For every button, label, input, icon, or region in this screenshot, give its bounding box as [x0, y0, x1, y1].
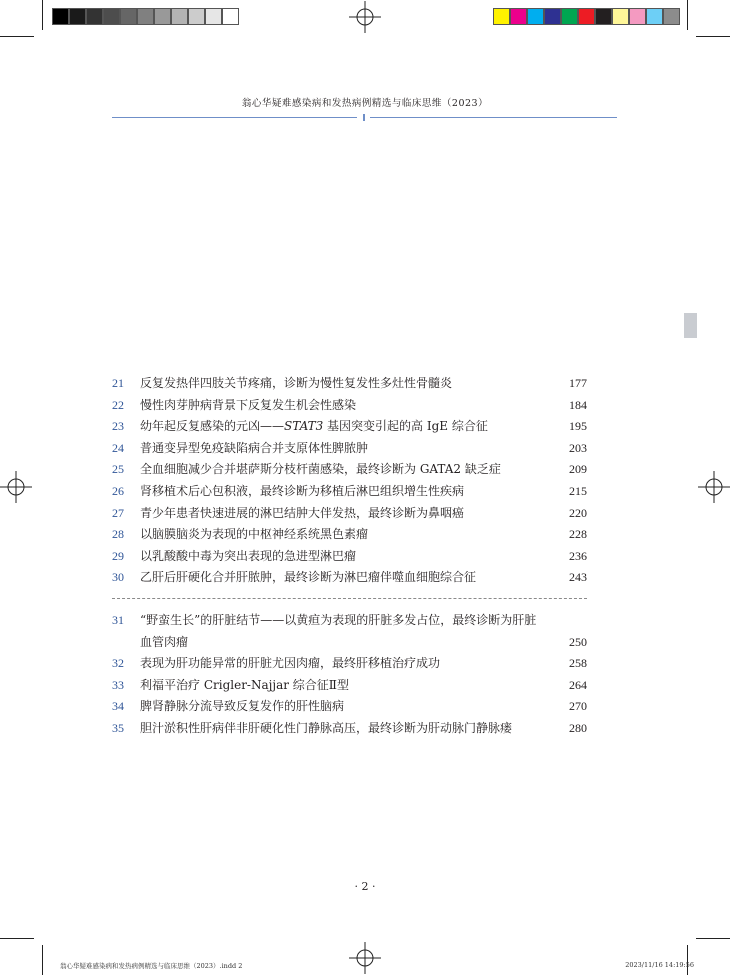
toc-entry[interactable] [112, 546, 587, 568]
color-swatch [493, 8, 510, 25]
color-swatch [527, 8, 544, 25]
color-swatch [663, 8, 680, 25]
entry-title: 反复发热伴四肢关节疼痛，诊断为慢性复发性多灶性骨髓炎 [140, 376, 453, 390]
toc-entry[interactable] [112, 675, 587, 697]
toc-entry[interactable] [112, 481, 587, 503]
color-swatch [154, 8, 171, 25]
color-swatch [103, 8, 120, 25]
toc-entry[interactable] [112, 395, 587, 417]
entry-title: 青少年患者快速进展的淋巴结肿大伴发热，最终诊断为鼻咽癌 [140, 505, 465, 520]
registration-mark-icon [698, 471, 730, 503]
entry-title: 利福平治疗 Crigler-Najjar 综合征Ⅱ型 [140, 677, 349, 692]
toc-group [112, 610, 587, 740]
entry-title: 胆汁淤积性肝病伴非肝硬化性门静脉高压，最终诊断为肝动脉门静脉瘘 [140, 720, 513, 735]
color-swatch [137, 8, 154, 25]
crop-mark [696, 36, 730, 37]
thumb-index-tab [684, 313, 697, 338]
table-of-contents [112, 373, 587, 740]
gray-swatch-strip [52, 8, 239, 25]
crop-mark [687, 945, 688, 975]
entry-number: 24 [112, 440, 124, 455]
toc-group [112, 373, 587, 589]
entry-number: 29 [112, 548, 124, 563]
color-swatch [561, 8, 578, 25]
registration-mark-icon [0, 471, 32, 503]
toc-entry[interactable] [112, 696, 587, 718]
crop-mark [696, 938, 730, 939]
color-swatch-strip [493, 8, 680, 25]
entry-number: 32 [112, 656, 124, 671]
toc-entry[interactable] [112, 503, 587, 525]
entry-title: 以乳酸酸中毒为突出表现的急进型淋巴瘤 [140, 548, 357, 563]
color-swatch [222, 8, 239, 25]
entry-number: 35 [112, 720, 124, 735]
crop-mark [687, 0, 688, 30]
color-swatch [510, 8, 527, 25]
color-swatch [52, 8, 69, 25]
color-swatch [171, 8, 188, 25]
entry-page-number: 258 [569, 656, 587, 671]
color-swatch [544, 8, 561, 25]
entry-page-number: 270 [569, 699, 587, 714]
toc-entry[interactable] [112, 567, 587, 589]
entry-page-number: 184 [569, 397, 587, 412]
entry-page-number: 203 [569, 440, 587, 455]
entry-title: 乙肝后肝硬化合并肝脓肿，最终诊断为淋巴瘤伴噬血细胞综合征 [140, 570, 477, 585]
entry-page-number: 250 [569, 634, 587, 649]
group-divider [112, 598, 587, 599]
toc-entry[interactable] [112, 653, 587, 675]
entry-number: 25 [112, 462, 124, 477]
toc-entry[interactable] [112, 718, 587, 740]
crop-mark [0, 36, 34, 37]
entry-number: 22 [112, 397, 124, 412]
crop-mark [42, 945, 43, 975]
toc-entry[interactable] [112, 524, 587, 546]
entry-title: 表现为肝功能异常的肝脏尤因肉瘤，最终肝移植治疗成功 [140, 656, 441, 671]
toc-entry[interactable] [112, 373, 587, 395]
toc-entry[interactable] [112, 610, 587, 653]
entry-number: 30 [112, 570, 124, 585]
entry-title: 全血细胞减少合并堪萨斯分枝杆菌感染，最终诊断为 GATA2 缺乏症 [140, 462, 501, 477]
slug-timestamp: 2023/11/16 14:19:56 [625, 961, 694, 969]
color-swatch [120, 8, 137, 25]
page-number: · 2 · [354, 880, 376, 893]
entry-number: 23 [112, 419, 124, 434]
entry-number: 21 [112, 376, 124, 390]
color-swatch [595, 8, 612, 25]
slug-filename: 翁心华疑难感染病和发热病例精选与临床思维（2023）.indd 2 [60, 962, 243, 970]
color-swatch [578, 8, 595, 25]
toc-entry[interactable] [112, 438, 587, 460]
entry-number: 28 [112, 527, 124, 542]
color-swatch [646, 8, 663, 25]
entry-title: 普通变异型免疫缺陷病合并支原体性脾脓肿 [140, 440, 369, 455]
entry-page-number: 236 [569, 548, 587, 563]
color-swatch [612, 8, 629, 25]
registration-mark-icon [349, 1, 381, 33]
header-rule-left [112, 117, 357, 118]
running-head: 翁心华疑难感染病和发热病例精选与临床思维（2023） [241, 98, 489, 109]
entry-page-number: 280 [569, 720, 587, 735]
entry-page-number: 228 [569, 527, 587, 542]
toc-entry[interactable] [112, 416, 587, 438]
entry-title: “野蛮生长”的肝脏结节——以黄疸为表现的肝脏多发占位，最终诊断为肝脏血管肉瘤 [140, 612, 537, 649]
header-rule-right [370, 117, 617, 118]
color-swatch [69, 8, 86, 25]
entry-number: 31 [112, 612, 124, 627]
entry-number: 34 [112, 699, 124, 714]
entry-page-number: 209 [569, 462, 587, 477]
crop-mark [42, 0, 43, 30]
entry-page-number: 264 [569, 677, 587, 692]
crop-mark [0, 938, 34, 939]
registration-mark-icon [349, 942, 381, 974]
header-rule-marker [363, 114, 365, 121]
color-swatch [86, 8, 103, 25]
entry-page-number: 177 [569, 376, 587, 390]
entry-page-number: 243 [569, 570, 587, 585]
entry-page-number: 215 [569, 483, 587, 498]
entry-title: 以脑膜脑炎为表现的中枢神经系统黑色素瘤 [140, 527, 369, 542]
color-swatch [629, 8, 646, 25]
entry-title: 幼年起反复感染的元凶——STAT3 基因突变引起的高 IgE 综合征 [140, 419, 488, 434]
color-swatch [205, 8, 222, 25]
color-swatch [188, 8, 205, 25]
entry-page-number: 220 [569, 505, 587, 520]
entry-number: 33 [112, 677, 124, 692]
entry-page-number: 195 [569, 419, 587, 434]
toc-entry[interactable] [112, 459, 587, 481]
entry-title: 脾肾静脉分流导致反复发作的肝性脑病 [140, 699, 345, 714]
entry-number: 27 [112, 505, 124, 520]
entry-number: 26 [112, 483, 124, 498]
entry-title: 慢性肉芽肿病背景下反复发生机会性感染 [140, 397, 357, 412]
entry-title: 肾移植术后心包积液，最终诊断为移植后淋巴组织增生性疾病 [140, 483, 465, 498]
